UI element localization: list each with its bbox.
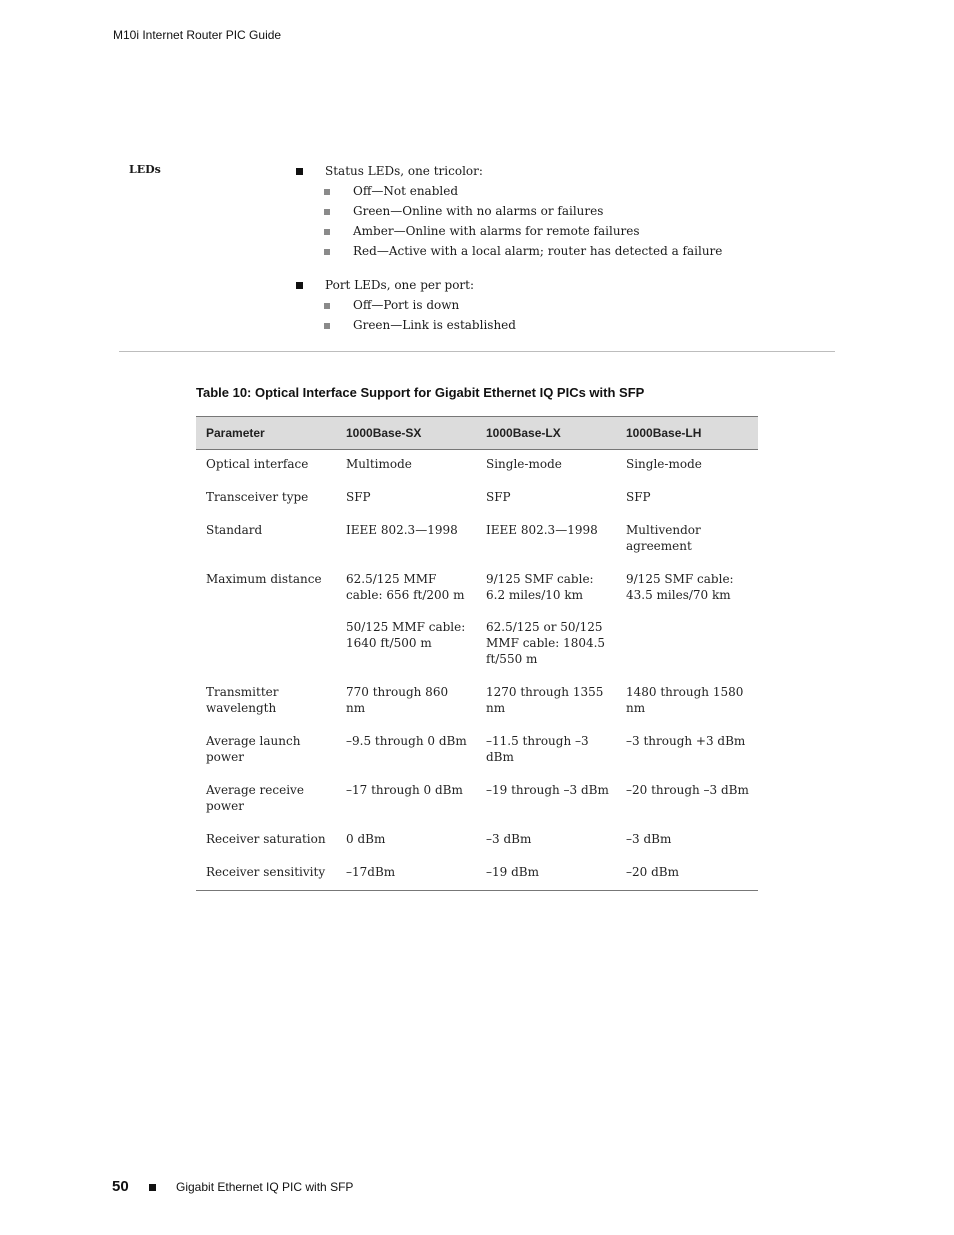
- leds-bullet-list: [296, 163, 816, 351]
- table-cell: Average launch power: [206, 734, 301, 764]
- cell-line: 50/125 MMF cable: 1640 ft/500 m: [346, 620, 466, 650]
- table-cell: SFP: [486, 490, 511, 504]
- list-item: [296, 277, 816, 297]
- bullet-square-icon: [296, 168, 303, 175]
- table-cell: Single-mode: [626, 457, 702, 471]
- table-cell: –17 through 0 dBm: [346, 783, 463, 797]
- table-cell: –3 dBm: [486, 832, 532, 846]
- list-item-text: Status LEDs, one tricolor:: [325, 164, 483, 178]
- list-item-text: Off—Not enabled: [353, 184, 459, 198]
- table-cell: [476, 565, 616, 678]
- page-number: 50: [112, 1178, 129, 1195]
- table-cell: Multimode: [346, 457, 412, 471]
- table-header-row: [196, 417, 758, 450]
- table-cell: IEEE 802.3—1998: [486, 523, 598, 537]
- column-header: 1000Base-LX: [476, 417, 616, 450]
- footer-separator-icon: [149, 1184, 156, 1191]
- table-cell: –3 dBm: [626, 832, 672, 846]
- list-item-text: Green—Link is established: [353, 318, 516, 332]
- cell-line: 62.5/125 MMF cable: 656 ft/200 m: [346, 572, 465, 602]
- list-item-text: Port LEDs, one per port:: [325, 278, 475, 292]
- table-cell: 9/125 SMF cable: 43.5 miles/70 km: [626, 572, 734, 602]
- list-item: [296, 183, 816, 203]
- bullet-square-icon: [324, 209, 330, 215]
- table-cell: 1480 through 1580 nm: [626, 685, 744, 715]
- port-leds-group: [296, 277, 816, 337]
- bullet-square-icon: [324, 303, 330, 309]
- list-item: [296, 297, 816, 317]
- table-row: [196, 776, 758, 825]
- table-row: [196, 565, 758, 678]
- table-cell: –19 dBm: [476, 858, 616, 891]
- table-row: [196, 825, 758, 858]
- table-cell: IEEE 802.3—1998: [346, 523, 458, 537]
- table-row: [196, 450, 758, 484]
- column-header: 1000Base-LH: [616, 417, 758, 450]
- table-cell: –20 through –3 dBm: [626, 783, 749, 797]
- optical-interface-table: [196, 416, 758, 891]
- footer-section-title: Gigabit Ethernet IQ PIC with SFP: [176, 1180, 354, 1194]
- table-row: [196, 678, 758, 727]
- bullet-square-icon: [324, 229, 330, 235]
- table-cell: SFP: [346, 490, 371, 504]
- cell-line: 9/125 SMF cable: 6.2 miles/10 km: [486, 572, 594, 602]
- table-cell: Multivendor agreement: [626, 523, 701, 553]
- table-cell: Optical interface: [206, 457, 309, 471]
- column-header: 1000Base-SX: [336, 417, 476, 450]
- list-item: [296, 163, 816, 183]
- table-cell: Single-mode: [486, 457, 562, 471]
- list-item: [296, 203, 816, 223]
- table-row: [196, 483, 758, 516]
- bullet-square-icon: [296, 282, 303, 289]
- table-row: [196, 727, 758, 776]
- table-cell: SFP: [626, 490, 651, 504]
- leds-label: LEDs: [129, 163, 161, 176]
- table-title: Table 10: Optical Interface Support for Gigabit Ethernet IQ PICs with SFP: [196, 385, 645, 400]
- table-row: [196, 516, 758, 565]
- table-cell: 770 through 860 nm: [346, 685, 449, 715]
- table-cell: Average receive power: [206, 783, 304, 813]
- status-leds-group: [296, 163, 816, 263]
- table-cell: Transceiver type: [206, 490, 309, 504]
- table-cell: –20 dBm: [616, 858, 758, 891]
- list-item-text: Green—Online with no alarms or failures: [353, 204, 604, 218]
- bullet-square-icon: [324, 249, 330, 255]
- list-item: [296, 243, 816, 263]
- table-cell: Maximum distance: [206, 572, 322, 586]
- table-row: [196, 858, 758, 891]
- table-cell: 0 dBm: [346, 832, 386, 846]
- list-item: [296, 223, 816, 243]
- table-cell: 1270 through 1355 nm: [486, 685, 604, 715]
- list-item-text: Off—Port is down: [353, 298, 460, 312]
- table-cell: –9.5 through 0 dBm: [346, 734, 467, 748]
- table-cell: Transmitter wavelength: [206, 685, 279, 715]
- bullet-square-icon: [324, 323, 330, 329]
- table-cell: Receiver sensitivity: [196, 858, 336, 891]
- table-cell: –19 through –3 dBm: [486, 783, 609, 797]
- list-item: [296, 317, 816, 337]
- table-cell: –11.5 through –3 dBm: [486, 734, 589, 764]
- list-item-text: Red—Active with a local alarm; router has detected a failure: [353, 244, 723, 258]
- table-cell: [336, 565, 476, 678]
- bullet-square-icon: [324, 189, 330, 195]
- table-cell: –3 through +3 dBm: [626, 734, 746, 748]
- list-item-text: Amber—Online with alarms for remote failures: [353, 224, 640, 238]
- running-header: M10i Internet Router PIC Guide: [113, 28, 282, 42]
- table-cell: –17dBm: [336, 858, 476, 891]
- cell-line: 62.5/125 or 50/125 MMF cable: 1804.5 ft/550 m: [486, 620, 606, 666]
- section-divider: [119, 351, 835, 352]
- column-header: Parameter: [196, 417, 336, 450]
- table-cell: Receiver saturation: [206, 832, 326, 846]
- table-cell: Standard: [206, 523, 263, 537]
